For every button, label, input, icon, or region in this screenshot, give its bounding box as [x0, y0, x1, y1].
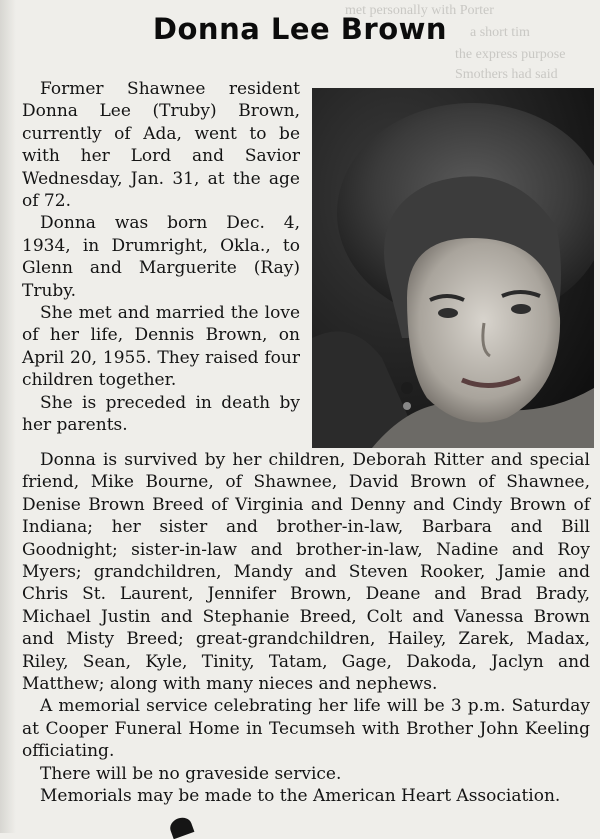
scan-edge-shadow — [0, 0, 16, 833]
obituary-title: Donna Lee Brown — [152, 12, 448, 46]
clipping-edge-mark — [168, 815, 195, 839]
bleed-through-text: the express purpose — [455, 47, 566, 62]
obituary-paragraph: She met and married the love of her life, Dennis Brown, on April 20, 1955. They raised four children together. — [22, 303, 300, 391]
obituary-memorials-paragraph: Memorials may be made to the American Heart Association. — [40, 786, 561, 807]
obituary-paragraph: Former Shawnee resident Donna Lee (Truby) Brown, currently of Ada, went to be with her Lord and Savior Wednesday, Jan. 31, at the age of 72. — [22, 79, 300, 212]
portrait-illustration — [312, 88, 594, 448]
bleed-through-text: a short tim — [470, 25, 530, 40]
portrait-photo — [312, 88, 594, 448]
obituary-paragraph: Donna was born Dec. 4, 1934, in Drumright, Okla., to Glenn and Marguerite (Ray) Truby. — [22, 213, 300, 301]
obituary-full-column — [22, 449, 590, 808]
bleed-through-text: met personally with Porter — [345, 3, 494, 18]
bleed-through-text: Smothers had said — [455, 67, 558, 82]
obituary-paragraph: She is preceded in death by her parents. — [22, 392, 300, 436]
obituary-survivors-paragraph: Donna is survived by her children, Deborah Ritter and special friend, Mike Bourne, of Shawnee, David Brown of Shawnee, Denise Brown Breed of Virginia and Denny and Cindy Brown of Indiana; her sister and brother-in-law, Barbara and Bill Goodnight; sister-in-law and brother-in-law, Nadine and Roy Myers; grandchildren, Mandy and Steven Rooker, Jamie and Chris St. Laurent, Jennifer Brown, Deane and Brad Brady, Michael Justin and Stephanie Breed, Colt and Vanessa Brown and Misty Breed; great-grandchildren, Hailey, Zarek, Madax, Riley, Sean, Kyle, Tinity, Tatam, Gage, Dakoda, Jaclyn and Matthew; along with many nieces and nephews. — [22, 450, 590, 695]
obituary-service-paragraph: A memorial service celebrating her life will be 3 p.m. Saturday at Cooper Funeral Home in Tecumseh with Brother John Keeling officiating. — [22, 696, 590, 762]
obituary-graveside-paragraph: There will be no graveside service. — [40, 763, 342, 784]
obituary-intro-column — [22, 78, 300, 437]
